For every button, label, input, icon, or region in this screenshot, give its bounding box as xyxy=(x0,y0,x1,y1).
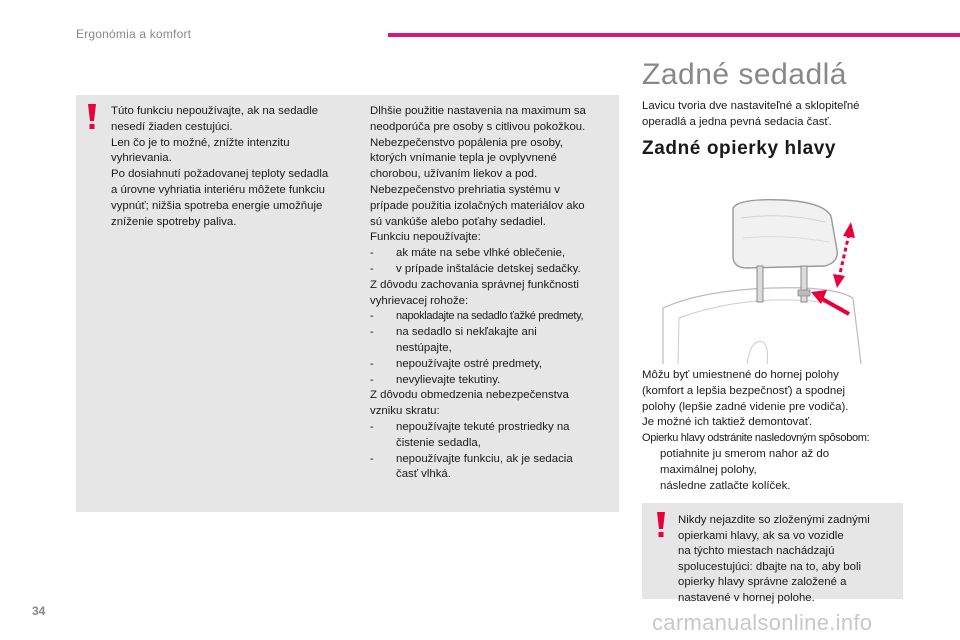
section-title: Zadné sedadlá xyxy=(642,58,847,91)
list-dash: - xyxy=(370,373,374,386)
headrest-illustration xyxy=(643,178,903,364)
list-item-text: časť vlhká. xyxy=(396,468,451,481)
warning-exclamation-icon xyxy=(655,512,667,538)
text-line: Túto funkciu nepoužívajte, ak na sedadle xyxy=(111,105,319,117)
headrest-description xyxy=(642,368,912,494)
text-line: vyhrievacej rohože: xyxy=(370,294,469,307)
text-line: vyhrievania. xyxy=(111,152,172,165)
section-subtitle: Zadné opierky hlavy xyxy=(642,138,837,159)
text-line: nastavené v hornej polohe. xyxy=(678,591,815,604)
text-line: Dlhšie použitie nastavenia na maximum sa xyxy=(370,105,586,117)
text-line: Lavicu tvoria dve nastaviteľné a sklopiteľné xyxy=(642,100,860,112)
list-dash: - xyxy=(370,326,374,339)
warning-column-2 xyxy=(370,104,615,483)
text-line: nesedí žiaden cestujúci. xyxy=(111,120,233,133)
text-line: Len čo je to možné, znížte intenzitu xyxy=(111,136,290,149)
bullet-icon xyxy=(642,447,660,479)
list-dash: - xyxy=(370,452,374,465)
list-item xyxy=(370,262,615,278)
text-line: ktorých vnímanie tepla je ovplyvnené xyxy=(370,152,557,165)
list-item-text: nepoužívajte tekuté prostriedky na xyxy=(396,420,570,433)
text-line: Funkciu nepoužívajte: xyxy=(370,231,481,244)
text-line: vzniku skratu: xyxy=(370,405,440,418)
bullet-item xyxy=(642,479,912,495)
page-number: 34 xyxy=(32,604,46,618)
text-line: Z dôvodu zachovania správnej funkčnosti xyxy=(370,278,579,291)
list-item xyxy=(370,420,615,452)
list-item xyxy=(370,309,615,325)
note-text xyxy=(678,513,900,607)
bullet-icon xyxy=(642,479,660,495)
list-item-text: v prípade inštalácie detskej sedačky. xyxy=(396,262,581,275)
list-dash: - xyxy=(370,357,374,370)
bullet-item xyxy=(642,447,912,479)
text-line: chorobou, užívaním liekov a pod. xyxy=(370,168,538,181)
list-item-text: nevylievajte tekutiny. xyxy=(396,373,501,386)
text-line: Nikdy nejazdite so zloženými zadnými xyxy=(678,514,870,526)
headrest-drawing xyxy=(643,178,903,364)
text-line: a úrovne vyhriatia interiéru môžete funkciu xyxy=(111,183,325,196)
bullet-text: maximálnej polohy, xyxy=(660,463,757,476)
text-line: Je možné ich taktiež demontovať. xyxy=(642,416,813,429)
list-item-text: nepoužívajte ostré predmety, xyxy=(396,357,543,370)
list-dash: - xyxy=(370,420,374,433)
list-item-text: nestúpajte, xyxy=(396,341,452,354)
list-item xyxy=(370,246,615,262)
list-item-text: napokladajte na sedadlo ťažké predmety, xyxy=(396,310,584,323)
header-accent-bar xyxy=(388,33,960,37)
warning-exclamation-icon xyxy=(86,104,98,130)
text-line: Môžu byť umiestnené do hornej polohy xyxy=(642,369,839,381)
text-line: Z dôvodu obmedzenia nebezpečenstva xyxy=(370,389,569,402)
section-intro xyxy=(642,98,942,130)
text-line: (komfort a lepšia bezpečnosť) a spodnej xyxy=(642,384,846,397)
list-item-text: čistenie sedadla, xyxy=(396,436,481,449)
list-dash: - xyxy=(370,310,374,323)
list-item-text: nepoužívajte funkciu, ak je sedacia xyxy=(396,452,573,465)
list-item xyxy=(370,373,615,389)
text-line: spolucestujúci: dbajte na to, aby boli xyxy=(678,560,862,573)
text-line: opierky hlavy správne založené a xyxy=(678,576,847,589)
text-line: Opierku hlavy odstránite nasledovným spôsobom: xyxy=(642,432,870,445)
text-line: polohy (lepšie zadné videnie pre vodiča). xyxy=(642,400,849,413)
text-line: Nebezpečenstvo prehriatia systému v xyxy=(370,183,560,196)
list-item-text: ak máte na sebe vlhké oblečenie, xyxy=(396,247,566,260)
text-line: opierkami hlavy, ak sa vo vozidle xyxy=(678,529,844,542)
list-item xyxy=(370,357,615,373)
list-item-text: na sedadlo si nekľakajte ani xyxy=(396,326,537,339)
list-dash: - xyxy=(370,247,374,260)
list-dash: - xyxy=(370,262,374,275)
list-item xyxy=(370,452,615,484)
text-line: vypnúť; nižšia spotreba energie umožňuje xyxy=(111,199,323,212)
text-line: prípade použitia izolačných materiálov ako xyxy=(370,199,585,212)
watermark: carmanualsonline.info xyxy=(652,610,873,635)
text-line: operadlá a jedna pevná sedacia časť. xyxy=(642,116,832,128)
text-line: Nebezpečenstvo popálenia pre osoby, xyxy=(370,136,563,149)
bullet-text: následne zatlačte kolíček. xyxy=(660,479,791,492)
list-item xyxy=(370,325,615,357)
chapter-title: Ergonómia a komfort xyxy=(76,27,192,41)
text-line: zníženie spotreby paliva. xyxy=(111,215,237,228)
text-line: Po dosiahnutí požadovanej teploty sedadla xyxy=(111,168,329,181)
text-line: na týchto miestach nachádzajú xyxy=(678,545,835,558)
warning-column-1 xyxy=(111,104,356,230)
bullet-text: potiahnite ju smerom nahor až do xyxy=(660,447,830,460)
text-line: sú vankúše alebo poťahy sedadiel. xyxy=(370,215,546,228)
text-line: neodporúča pre osoby s citlivou pokožkou. xyxy=(370,120,586,133)
